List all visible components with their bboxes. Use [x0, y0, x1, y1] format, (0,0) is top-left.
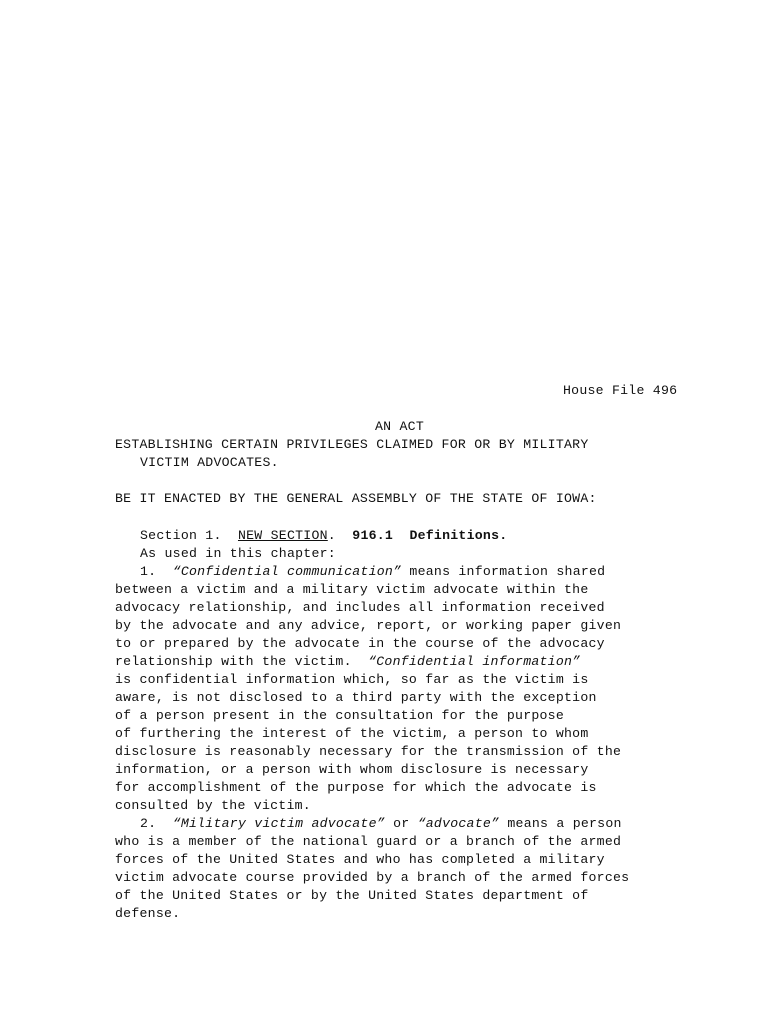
def2-line-6: defense. — [115, 906, 181, 921]
section-code: 916.1 — [352, 528, 394, 543]
new-section-label: NEW SECTION — [237, 528, 328, 543]
def1-text-1: means information shared — [401, 564, 606, 579]
act-heading: AN ACT — [375, 419, 424, 434]
def2-text-1: means a person — [499, 816, 622, 831]
bill-number: House File 496 — [563, 383, 678, 398]
def2-line-1 — [140, 815, 622, 833]
section-heading: Section 1. NEW SECTION. 916.1 Definitions. — [140, 528, 508, 543]
def2-number: 2. — [140, 816, 157, 831]
def2-line-3: forces of the United States and who has completed a military — [115, 852, 605, 867]
def1-line-12: information, or a person with whom disclosure is necessary — [115, 762, 589, 777]
def1-text-6: relationship with the victim. — [115, 654, 369, 669]
def1-term: “Confidential communication” — [172, 564, 402, 579]
def1-line-14: consulted by the victim. — [115, 798, 311, 813]
def2-or: or — [384, 816, 418, 831]
def2-line-2: who is a member of the national guard or a branch of the armed — [115, 834, 622, 849]
def1-line-9: of a person present in the consultation for the purpose — [115, 708, 565, 723]
intro-line: As used in this chapter: — [140, 546, 336, 561]
act-title-line-2: VICTIM ADVOCATES. — [140, 455, 279, 470]
def1-line-4: by the advocate and any advice, report, or working paper given — [115, 618, 622, 633]
def1-line-3: advocacy relationship, and includes all information received — [115, 600, 605, 615]
act-title-line-1: ESTABLISHING CERTAIN PRIVILEGES CLAIMED FOR OR BY MILITARY — [115, 437, 589, 452]
section-title: Definitions. — [409, 528, 508, 543]
def2-term: “Military victim advocate” — [172, 816, 385, 831]
def1-line-10: of furthering the interest of the victim, a person to whom — [115, 726, 589, 741]
def1-line-13: for accomplishment of the purpose for which the advocate is — [115, 780, 597, 795]
def1-line-7: is confidential information which, so far as the victim is — [115, 672, 589, 687]
def1-line-8: aware, is not disclosed to a third party with the exception — [115, 690, 597, 705]
def1-term-2: “Confidential information” — [368, 654, 581, 669]
enacting-clause: BE IT ENACTED BY THE GENERAL ASSEMBLY OF THE STATE OF IOWA: — [115, 491, 597, 506]
def2-line-4: victim advocate course provided by a branch of the armed forces — [115, 870, 630, 885]
section-label: Section 1. — [140, 528, 222, 543]
def2-term-b: “advocate” — [417, 816, 500, 831]
def1-line-5: to or prepared by the advocate in the course of the advocacy — [115, 636, 605, 651]
def1-number: 1. — [140, 564, 157, 579]
def1-line-1 — [140, 563, 605, 581]
def1-line-6 — [115, 653, 580, 671]
def1-line-2: between a victim and a military victim advocate within the — [115, 582, 589, 597]
def2-line-5: of the United States or by the United States department of — [115, 888, 589, 903]
def1-line-11: disclosure is reasonably necessary for the transmission of the — [115, 744, 622, 759]
